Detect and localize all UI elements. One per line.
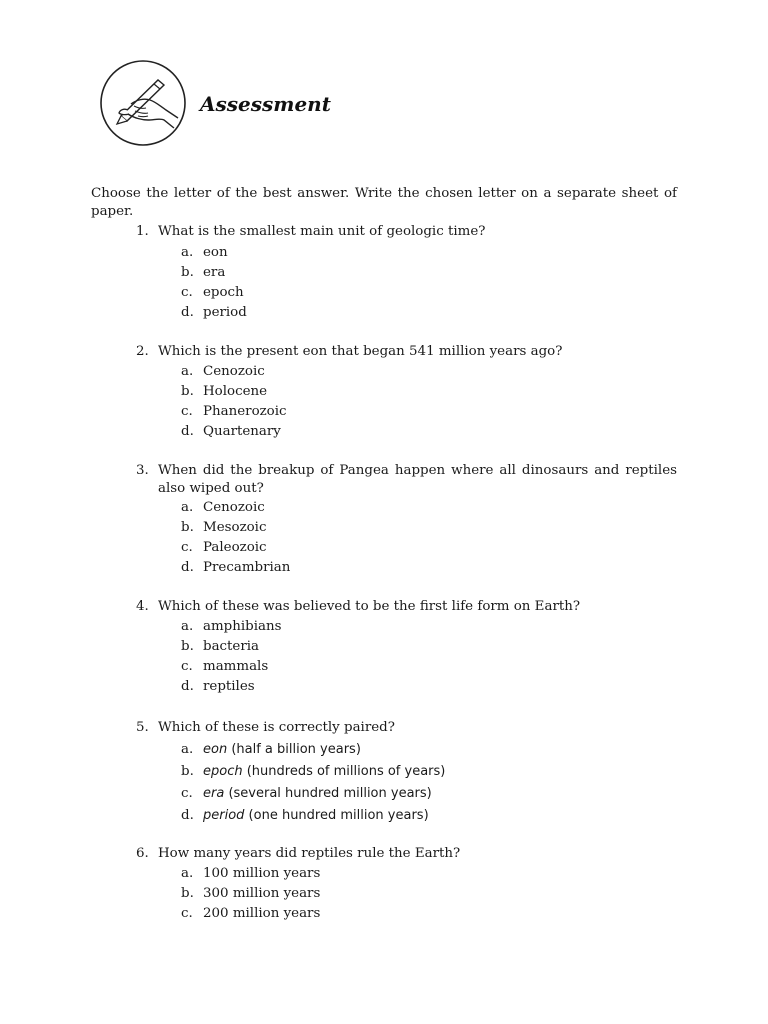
option (181, 264, 225, 282)
question-2 (136, 343, 677, 361)
question-number: 5. (136, 720, 149, 735)
option-letter: a. (181, 500, 194, 515)
option-text: period (203, 305, 247, 320)
option-text: era (203, 265, 226, 280)
question-text: Which of these was believed to be the first life form on Earth? (158, 599, 581, 614)
option (181, 519, 266, 537)
question-number: 1. (136, 224, 149, 239)
option (181, 304, 247, 322)
option-text: 100 million years (203, 866, 321, 881)
option-text: Phanerozoic (203, 404, 287, 419)
option (181, 618, 282, 636)
option-letter: b. (181, 384, 194, 399)
option (181, 807, 429, 825)
option-text: reptiles (203, 679, 255, 694)
question-number: 4. (136, 599, 149, 614)
option (181, 423, 281, 441)
option-text: Cenozoic (203, 500, 265, 515)
question-text: What is the smallest main unit of geologic time? (158, 224, 486, 239)
option (181, 363, 265, 381)
option (181, 865, 320, 883)
option-text: Quartenary (203, 424, 281, 439)
option-letter: d. (181, 679, 194, 694)
option-letter: a. (181, 619, 194, 634)
option-letter: b. (181, 764, 194, 779)
option-text: Holocene (203, 384, 268, 399)
option-text: Paleozoic (203, 540, 267, 555)
question-number: 3. (136, 463, 149, 478)
option-text: (one hundred million years) (244, 808, 429, 823)
option-letter: a. (181, 866, 194, 881)
option (181, 638, 259, 656)
option (181, 539, 267, 557)
question-text: Which is the present eon that began 541 million years ago? (158, 344, 563, 359)
writing-hand-icon (98, 58, 188, 148)
option-letter: d. (181, 560, 194, 575)
question-6 (136, 845, 677, 863)
question-text: Which of these is correctly paired? (158, 720, 395, 735)
option-text: (several hundred million years) (224, 786, 432, 801)
option-letter: b. (181, 520, 194, 535)
option-text: mammals (203, 659, 269, 674)
option-letter: d. (181, 808, 194, 823)
option (181, 383, 267, 401)
option-term: period (203, 808, 245, 823)
option-text: epoch (203, 285, 244, 300)
option-letter: a. (181, 245, 194, 260)
option-letter: b. (181, 265, 194, 280)
option (181, 741, 361, 759)
option-text: (half a billion years) (227, 742, 361, 757)
option-term: eon (203, 742, 228, 757)
option-letter: c. (181, 285, 193, 300)
option-letter: b. (181, 639, 194, 654)
option-letter: b. (181, 886, 194, 901)
question-text: When did the breakup of Pangea happen where all dinosaurs and reptiles also wiped out? (158, 463, 677, 496)
option-text: eon (203, 245, 228, 260)
option-term: epoch (203, 764, 243, 779)
option-letter: c. (181, 404, 193, 419)
option-letter: d. (181, 305, 194, 320)
option-text: bacteria (203, 639, 260, 654)
option-letter: c. (181, 786, 193, 801)
option (181, 403, 287, 421)
option (181, 499, 265, 517)
option (181, 785, 432, 803)
option (181, 678, 255, 696)
question-1 (136, 223, 677, 241)
option (181, 284, 244, 302)
question-number: 6. (136, 846, 149, 861)
option-text: Mesozoic (203, 520, 267, 535)
option-letter: c. (181, 906, 193, 921)
option-letter: c. (181, 659, 193, 674)
option (181, 885, 320, 903)
option-letter: a. (181, 364, 194, 379)
question-3 (136, 462, 677, 497)
option-text: (hundreds of millions of years) (242, 764, 446, 779)
option-term: era (203, 786, 225, 801)
option-letter: d. (181, 424, 194, 439)
option (181, 905, 320, 923)
option-letter: a. (181, 742, 194, 757)
option-text: Cenozoic (203, 364, 265, 379)
question-5 (136, 719, 677, 737)
option-text: 300 million years (203, 886, 321, 901)
option (181, 559, 290, 577)
question-number: 2. (136, 344, 149, 359)
instructions: Choose the letter of the best answer. Write the chosen letter on a separate sheet of paper. (91, 186, 677, 219)
option-text: amphibians (203, 619, 282, 634)
option-text: 200 million years (203, 906, 321, 921)
question-text: How many years did reptiles rule the Earth? (158, 846, 461, 861)
option-text: Precambrian (203, 560, 291, 575)
assessment-content (91, 185, 677, 921)
option (181, 763, 445, 781)
option (181, 244, 228, 262)
option-letter: c. (181, 540, 193, 555)
option (181, 658, 268, 676)
question-4 (136, 598, 677, 616)
page-title: Assessment (200, 92, 331, 116)
